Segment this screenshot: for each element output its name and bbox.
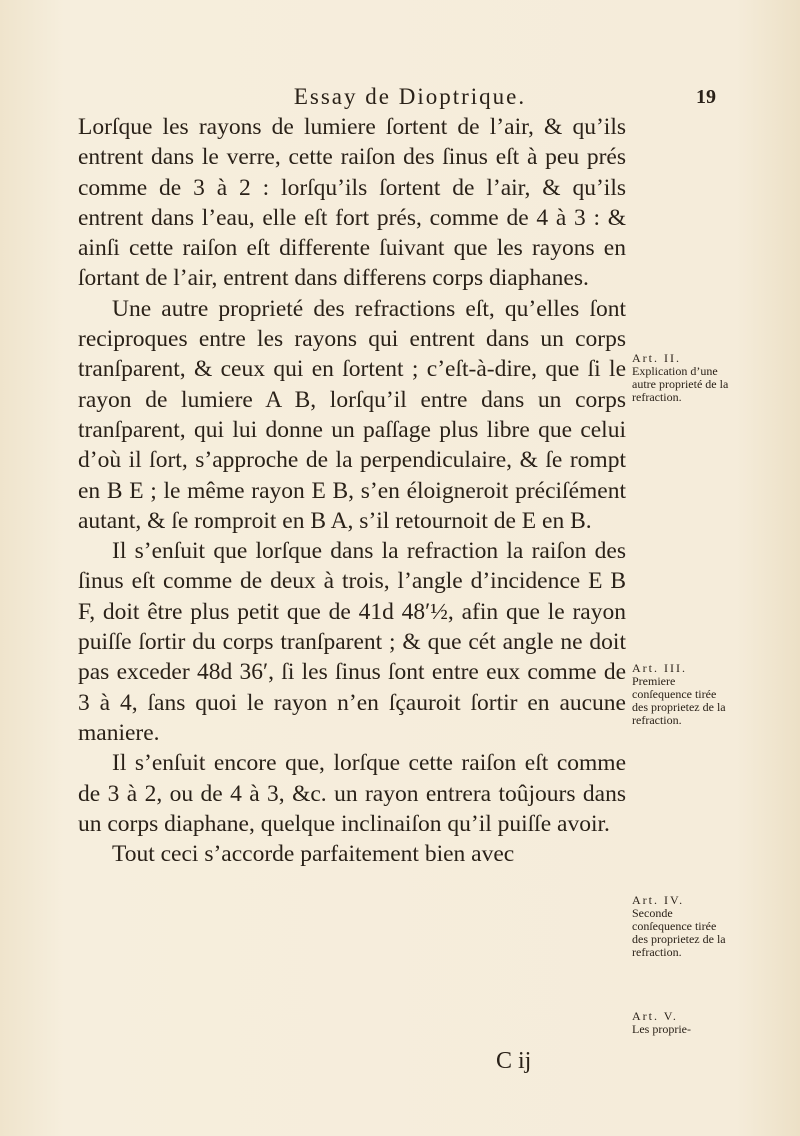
marginal-note-heading: Art. V. xyxy=(632,1009,678,1023)
running-title: Essay de Dioptrique. xyxy=(293,84,527,109)
page-number: 19 xyxy=(696,86,716,108)
marginal-note-art-2 xyxy=(632,352,732,404)
paragraph-2: Une autre proprieté des refractions eſt, qu’elles ſont reciproques entre les rayons qui entrent dans un corps tranſparent, & ceux qui en ſortent ; c’eſt-à-dire, que ſi le rayon de lumiere A B, lorſqu’il entre dans un corps tranſparent, qui lui donne un paſſage plus libre que celui d’où il ſort, s’approche de la perpendiculaire, & ſe rompt en B E ; le même rayon E B, s’en éloigneroit préciſément autant, & ſe romproit en B A, s’il retournoit de E en B. xyxy=(78,295,626,534)
marginal-note-art-3 xyxy=(632,662,732,727)
marginal-note-text: Seconde conſequence tirée des proprietez de la refraction. xyxy=(632,906,726,959)
marginal-note-text: Les proprie- xyxy=(632,1022,691,1036)
paragraph-4: Il s’enſuit encore que, lorſque cette raiſon eſt comme de 3 à 2, ou de 4 à 3, &c. un rayon entrera toûjours dans un corps diaphane, quelque inclinaiſon qu’il puiſſe avoir. xyxy=(78,750,626,837)
marginal-note-text: Premiere conſequence tirée des proprietez de la refraction. xyxy=(632,674,726,727)
paragraph-3: Il s’enſuit que lorſque dans la refraction la raiſon des ſinus eſt comme de deux à trois, l’angle d’incidence E B F, doit être plus petit que de 41d 48′½, afin que le rayon puiſſe ſortir du corps tranſparent ; & que cét angle ne doit pas exceder 48d 36′, ſi les ſinus ſont entre eux comme de 3 à 4, ſans quoi le rayon n’en ſçauroit ſortir en aucune maniere. xyxy=(78,538,626,746)
marginal-note-heading: Art. III. xyxy=(632,661,687,675)
marginal-note-heading: Art. IV. xyxy=(632,893,685,907)
paragraph-1: Lorſque les rayons de lumiere ſortent de l’air, & qu’ils entrent dans le verre, cette raiſon des ſinus eſt à peu prés comme de 3 à 2 : lorſqu’ils ſortent de l’air, & qu’ils entrent dans l’eau, elle eſt fort prés, comme de 4 à 3 : & ainſi cette raiſon eſt differente ſuivant que les rayons en ſortant de l’air, entrent dans differens corps diaphanes. xyxy=(78,114,626,292)
marginal-note-heading: Art. II. xyxy=(632,351,681,365)
main-text xyxy=(78,112,626,869)
paragraph-5: Tout ceci s’accorde parfaitement bien avec xyxy=(112,841,515,868)
signature-mark: C ij xyxy=(496,1048,532,1074)
marginal-note-text: Explication d’une autre proprieté de la refraction. xyxy=(632,364,729,404)
marginal-note-art-4 xyxy=(632,894,732,959)
marginal-note-art-5 xyxy=(632,1010,732,1036)
